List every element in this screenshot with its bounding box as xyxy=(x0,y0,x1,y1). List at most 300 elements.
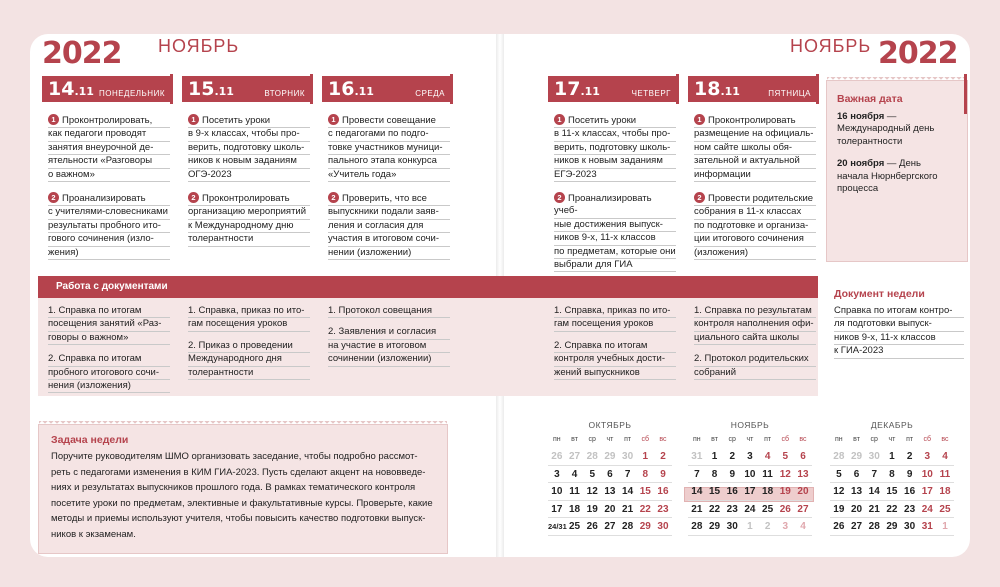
ribbon-hook xyxy=(310,74,313,104)
important-date-item xyxy=(837,111,965,148)
document-item xyxy=(48,305,170,345)
calendar-day[interactable]: 24 xyxy=(744,503,756,515)
calendar-day[interactable]: 22 xyxy=(708,503,721,515)
weekday-label: ЧЕТВЕРГ xyxy=(631,89,671,98)
task-line: верить, подготовку школь- xyxy=(554,142,676,155)
doc-week-title: Документ недели xyxy=(834,288,925,300)
task-week-line: ников к экзаменам. xyxy=(51,528,136,540)
calendar-day[interactable]: 4 xyxy=(571,468,578,480)
calendar-day[interactable]: 11 xyxy=(762,468,773,480)
calendar-day[interactable]: 3 xyxy=(554,468,560,480)
task-line: о важном» xyxy=(48,169,170,182)
calendar-day[interactable]: 20 xyxy=(797,486,809,497)
day-task xyxy=(188,114,310,182)
calendar-day[interactable]: 2 xyxy=(660,451,666,462)
document-item xyxy=(554,305,676,332)
day-header-18 xyxy=(688,76,816,102)
day-number: 18.11 xyxy=(694,78,740,100)
task-line: участия в итоговом сочи- xyxy=(328,233,450,246)
document-line: контроля учебных дости- xyxy=(554,353,676,366)
day-number: 14.11 xyxy=(48,78,94,100)
calendar-day[interactable]: 17 xyxy=(744,486,756,497)
calendar-day[interactable]: 30 xyxy=(904,521,916,532)
task-line: по подготовке и организа- xyxy=(694,220,816,233)
weekday-cell: пн xyxy=(693,436,701,443)
document-line: 1. Протокол совещания xyxy=(328,305,450,318)
calendar-day[interactable]: 24 xyxy=(921,503,933,515)
calendar-week-row xyxy=(688,483,812,501)
weekday-cell: сб xyxy=(641,436,650,443)
day-month-suffix: .11 xyxy=(354,85,374,98)
task-week-line: Поручите руководителям ШМО организовать заседание, чтобы подробно рассмот- xyxy=(51,451,418,462)
task-week-line: ниях и результатах выпускников прошлого года. В рамках тематического контроля xyxy=(51,482,416,493)
calendar-day[interactable]: 23 xyxy=(657,503,669,515)
calendar-day[interactable]: 8 xyxy=(642,468,649,480)
calendar-day[interactable]: 6 xyxy=(853,468,860,480)
document-column xyxy=(328,305,450,367)
important-date-box xyxy=(826,80,968,262)
task-line: выбрали для ГИА xyxy=(554,259,676,272)
weekday-cell: ср xyxy=(588,436,596,443)
calendar-day[interactable]: 11 xyxy=(939,468,951,480)
task-line: ные достижения выпуск- xyxy=(554,219,676,232)
task-number-badge: 1 xyxy=(554,114,565,125)
task-line: выпускники подали заяв- xyxy=(328,206,450,219)
day-month-suffix: .11 xyxy=(74,85,94,98)
important-date-line: 16 ноября — Международный день xyxy=(837,111,935,135)
task-line: 2 Проанализировать xyxy=(48,192,170,206)
task-line: как педагоги проводят xyxy=(48,128,170,141)
day-number: 16.11 xyxy=(328,78,374,100)
calendar-day[interactable]: 28 xyxy=(868,521,880,532)
calendar-day[interactable]: 4 xyxy=(764,451,771,462)
calendar-week-row xyxy=(830,501,954,519)
calendar-day[interactable]: 30 xyxy=(657,521,669,532)
important-date-line: 20 ноября — День xyxy=(837,158,921,170)
task-line: 2 Проконтролировать xyxy=(188,192,310,206)
calendar-day[interactable]: 10 xyxy=(921,468,933,480)
calendar-day[interactable]: 15 xyxy=(639,486,651,497)
calendar-day[interactable]: 27 xyxy=(797,503,809,515)
calendar-weekdays xyxy=(688,436,812,448)
calendar-weekdays xyxy=(830,436,954,448)
calendar-grid xyxy=(688,436,812,536)
weekday-cell: сб xyxy=(923,436,932,443)
doc-week-line: ников 9-х, 11-х классов xyxy=(834,332,964,345)
task-line: 1 Проконтролировать xyxy=(694,114,816,128)
calendar-day[interactable]: 4 xyxy=(942,451,948,462)
doc-week-text xyxy=(834,305,964,359)
calendar-day[interactable]: 31 xyxy=(921,521,933,532)
document-line: 2. Справка по итогам xyxy=(48,353,170,366)
calendar-day[interactable]: 1 xyxy=(889,451,895,462)
task-line: с педагогами по подго- xyxy=(328,128,450,141)
day-task xyxy=(188,192,310,247)
document-item xyxy=(188,305,310,332)
calendar-day[interactable]: 26 xyxy=(551,451,563,462)
calendar-day[interactable]: 5 xyxy=(836,468,842,480)
calendar-day[interactable]: 20 xyxy=(604,503,616,515)
task-line: 2 Провести родительские xyxy=(694,192,816,206)
day-header-14 xyxy=(42,76,170,102)
document-line: 1. Справка по результатам xyxy=(694,305,816,318)
weekday-cell: пн xyxy=(553,436,561,443)
calendar-day[interactable]: 21 xyxy=(868,503,880,515)
day-task xyxy=(48,192,170,260)
task-line: ников к новым заданиям xyxy=(554,155,676,168)
calendar-day[interactable]: 26 xyxy=(779,503,791,515)
calendar-day[interactable]: 5 xyxy=(782,451,789,462)
task-line: толерантности xyxy=(188,233,310,246)
calendar-grid xyxy=(548,436,672,536)
document-item xyxy=(694,305,816,345)
calendar-day[interactable]: 11 xyxy=(569,486,580,497)
calendar-day[interactable]: 4 xyxy=(800,521,806,532)
calendar-day[interactable]: 2 xyxy=(906,451,913,462)
calendar-day[interactable]: 14 xyxy=(691,486,703,497)
calendar-day[interactable]: 28 xyxy=(691,521,703,532)
calendar-day[interactable]: 3 xyxy=(924,451,931,462)
calendar-day[interactable]: 18 xyxy=(762,486,774,497)
important-date-line: начала Нюрнбергского xyxy=(837,170,938,182)
ribbon-marker xyxy=(964,74,967,114)
calendar-day[interactable]: 5 xyxy=(589,468,595,480)
day-number: 15.11 xyxy=(188,78,234,100)
document-item xyxy=(328,305,450,318)
calendar-day[interactable]: 15 xyxy=(708,486,721,497)
day-task xyxy=(48,114,170,182)
weekday-label: ВТОРНИК xyxy=(264,89,305,98)
weekday-cell: вс xyxy=(659,436,667,443)
calendar-month-name: НОЯБРЬ xyxy=(730,420,770,430)
weekday-label: ПОНЕДЕЛЬНИК xyxy=(98,89,165,98)
calendar-day[interactable]: 27 xyxy=(604,521,616,532)
document-line: контроля наполнения офи- xyxy=(694,318,816,331)
document-line: гам посещения уроков xyxy=(554,318,676,331)
left-month-title: НОЯБРЬ xyxy=(158,36,240,56)
weekday-cell: чт xyxy=(888,436,896,443)
task-number-badge: 2 xyxy=(554,192,565,203)
calendar-week-row xyxy=(548,501,672,519)
task-line: к Международному дню xyxy=(188,220,310,233)
weekday-cell: ср xyxy=(728,436,736,443)
task-week-title: Задача недели xyxy=(51,434,129,446)
task-line: ОГЭ-2023 xyxy=(188,169,310,182)
calendar-day[interactable]: 25 xyxy=(762,503,774,515)
document-line: толерантности xyxy=(188,367,310,380)
calendar-day[interactable]: 19 xyxy=(833,503,845,515)
calendar-day[interactable]: 29 xyxy=(604,451,616,462)
document-column xyxy=(554,305,676,380)
calendar-day[interactable]: 7 xyxy=(624,468,631,480)
important-date-line: процесса xyxy=(837,183,879,195)
calendar-day[interactable]: 17 xyxy=(921,486,933,497)
calendar-day[interactable]: 28 xyxy=(622,521,634,532)
calendar-day[interactable]: 30 xyxy=(622,451,634,462)
ribbon-hook xyxy=(816,74,819,104)
ribbon-hook xyxy=(450,74,453,104)
day-task xyxy=(554,114,676,182)
calendar-day[interactable]: 26 xyxy=(833,521,845,532)
task-line: 1 Провести совещание xyxy=(328,114,450,128)
day-task xyxy=(328,114,450,182)
calendar-day[interactable]: 7 xyxy=(694,468,700,480)
right-year: 2022 xyxy=(878,36,958,71)
task-line: гового сочинения (изло- xyxy=(48,233,170,246)
calendar-day[interactable]: 15 xyxy=(886,486,898,497)
calendar-day[interactable]: 27 xyxy=(568,451,581,462)
weekday-cell: пт xyxy=(624,436,632,443)
calendar-week-row xyxy=(688,448,812,466)
weekday-cell: пт xyxy=(764,436,772,443)
calendar-day[interactable]: 18 xyxy=(568,503,581,515)
task-line: товке участников муници- xyxy=(328,142,450,155)
day-header-15 xyxy=(182,76,310,102)
calendar-day[interactable]: 9 xyxy=(660,468,666,480)
weekday-cell: вт xyxy=(571,436,578,443)
calendar-day[interactable]: 12 xyxy=(586,486,598,497)
calendar-day[interactable]: 24/31 xyxy=(548,522,567,531)
weekday-cell: вт xyxy=(711,436,718,443)
important-date-title: Важная дата xyxy=(837,93,903,105)
document-column xyxy=(188,305,310,380)
calendar-day[interactable]: 10 xyxy=(744,468,756,480)
calendar-day[interactable]: 14 xyxy=(868,486,880,497)
task-number-badge: 1 xyxy=(328,114,339,125)
document-line: собраний xyxy=(694,367,816,380)
document-item xyxy=(554,340,676,380)
task-line: 2 Проверить, что все xyxy=(328,192,450,206)
task-number-badge: 2 xyxy=(188,192,199,203)
calendar-day[interactable]: 6 xyxy=(800,451,806,462)
task-line: ном сайте школы обя- xyxy=(694,142,816,155)
document-line: 1. Справка по итогам xyxy=(48,305,170,318)
document-line: 2. Приказ о проведении xyxy=(188,340,310,353)
document-item xyxy=(328,326,450,366)
task-line: «Учитель года» xyxy=(328,169,450,182)
calendar-day[interactable]: 16 xyxy=(904,486,916,497)
task-line: нении (изложении) xyxy=(328,247,450,260)
task-line: в 9-х классах, чтобы про- xyxy=(188,128,310,141)
calendar-day[interactable]: 8 xyxy=(889,468,895,480)
day-month-suffix: .11 xyxy=(214,85,234,98)
calendar-day[interactable]: 16 xyxy=(657,486,669,497)
task-line: 1 Посетить уроки xyxy=(188,114,310,128)
task-line: зательной и актуальной xyxy=(694,155,816,168)
calendar-day[interactable]: 3 xyxy=(782,521,789,532)
document-line: жений выпускников xyxy=(554,367,676,380)
calendar-day[interactable]: 18 xyxy=(939,486,951,497)
task-number-badge: 2 xyxy=(48,192,59,203)
task-number-badge: 2 xyxy=(694,192,705,203)
calendar-day[interactable]: 29 xyxy=(850,451,863,462)
document-column xyxy=(694,305,816,380)
ribbon-hook xyxy=(676,74,679,104)
calendar-day[interactable]: 17 xyxy=(551,503,563,515)
calendar-week-row xyxy=(548,466,672,484)
weekday-cell: ср xyxy=(870,436,878,443)
task-line: результаты пробного ито- xyxy=(48,220,170,233)
document-line: на участие в итоговом xyxy=(328,340,450,353)
important-date: 16 ноября xyxy=(837,111,885,122)
calendar-day[interactable]: 29 xyxy=(708,521,721,532)
document-line: пробного итогового сочи- xyxy=(48,367,170,380)
calendar-day[interactable]: 19 xyxy=(779,486,791,497)
task-week-line: реть с педагогами изменения в КИМ ГИА-2023. Пусть сделают акцент на нововведе- xyxy=(51,466,426,478)
day-task xyxy=(694,114,816,182)
important-date: 20 ноября xyxy=(837,158,885,170)
calendar-week-row xyxy=(830,518,954,536)
calendar-week-row xyxy=(830,448,954,466)
calendar-day[interactable]: 13 xyxy=(850,486,863,497)
calendar-day[interactable]: 30 xyxy=(726,521,738,532)
task-line: занятия внеурочной де- xyxy=(48,142,170,155)
document-line: Международного дня xyxy=(188,353,310,366)
calendar-week-row xyxy=(548,483,672,501)
doc-week-line: ля подготовки выпуск- xyxy=(834,318,964,331)
calendar-day[interactable]: 6 xyxy=(607,468,613,480)
important-date-item xyxy=(837,158,965,195)
left-year: 2022 xyxy=(42,36,122,71)
task-line: собрания в 11-х классах xyxy=(694,206,816,219)
calendar-day[interactable]: 1 xyxy=(942,521,948,532)
day-task xyxy=(328,192,450,260)
calendar-day[interactable]: 7 xyxy=(871,468,877,480)
calendar-day[interactable]: 14 xyxy=(622,486,634,497)
calendar-day[interactable]: 2 xyxy=(729,451,735,462)
calendar-weekdays xyxy=(548,436,672,448)
calendar-month-name: ДЕКАБРЬ xyxy=(870,420,914,430)
weekday-cell: сб xyxy=(781,436,790,443)
task-line: 1 Проконтролировать, xyxy=(48,114,170,128)
calendar-day[interactable]: 28 xyxy=(586,451,598,462)
calendar-day[interactable]: 1 xyxy=(747,521,753,532)
calendar-day[interactable]: 25 xyxy=(568,521,581,532)
calendar-day[interactable]: 29 xyxy=(639,521,651,532)
task-line: (изложения) xyxy=(694,247,816,260)
day-month-suffix: .11 xyxy=(580,85,600,98)
task-line: информации xyxy=(694,169,816,182)
weekday-label: СРЕДА xyxy=(415,89,445,98)
task-line: ЕГЭ-2023 xyxy=(554,169,676,182)
important-date-line: толерантности xyxy=(837,135,903,147)
calendar-day[interactable]: 27 xyxy=(850,521,863,532)
day-task xyxy=(554,192,676,272)
task-number-badge: 1 xyxy=(48,114,59,125)
day-task xyxy=(694,192,816,260)
day-number: 17.11 xyxy=(554,78,600,100)
weekday-cell: пн xyxy=(835,436,843,443)
weekday-cell: чт xyxy=(746,436,754,443)
calendar-month-name: ОКТЯБРЬ xyxy=(588,420,632,430)
calendar-day[interactable]: 30 xyxy=(868,451,880,462)
task-line: в 11-х классах, чтобы про- xyxy=(554,128,676,141)
task-line: верить, подготовку школь- xyxy=(188,142,310,155)
weekday-cell: вс xyxy=(799,436,807,443)
right-month-title: НОЯБРЬ xyxy=(790,36,872,56)
weekday-cell: пт xyxy=(906,436,914,443)
calendar-day[interactable]: 9 xyxy=(729,468,735,480)
task-line: 2 Проанализировать учеб- xyxy=(554,192,676,219)
document-line: посещения занятий «Раз- xyxy=(48,318,170,331)
calendar-day[interactable]: 1 xyxy=(642,451,649,462)
calendar-day[interactable]: 20 xyxy=(850,503,863,515)
document-item xyxy=(48,353,170,393)
calendar-day[interactable]: 22 xyxy=(639,503,651,515)
document-line: говоры о важном» xyxy=(48,332,170,345)
document-line: нения (изложения) xyxy=(48,380,170,393)
calendar-day[interactable]: 28 xyxy=(833,451,845,462)
calendar-day[interactable]: 21 xyxy=(622,503,634,515)
calendar-day[interactable]: 21 xyxy=(691,503,703,515)
doc-week-line: к ГИА-2023 xyxy=(834,345,964,358)
ribbon-hook xyxy=(170,74,173,104)
calendar-day[interactable]: 13 xyxy=(797,468,809,480)
task-week-line: посетите уроки по предметам, элективные и факультативные курсы. Проверьте, какие xyxy=(51,497,433,509)
task-week-line: методы и приемы используют учителя, чтобы повысить качество подготовки выпуск- xyxy=(51,513,426,524)
document-line: 2. Протокол родительских xyxy=(694,353,816,366)
task-line: ников 9-х, 11-х классов xyxy=(554,232,676,245)
calendar-day[interactable]: 1 xyxy=(711,451,718,462)
task-week-box xyxy=(38,424,448,554)
calendar-week-row xyxy=(688,466,812,484)
document-column xyxy=(48,305,170,393)
calendar-week-row xyxy=(688,518,812,536)
document-item xyxy=(694,353,816,380)
calendar-day[interactable]: 16 xyxy=(726,486,738,497)
calendar-day[interactable]: 12 xyxy=(833,486,845,497)
calendar-day[interactable]: 23 xyxy=(904,503,916,515)
task-line: ятельности «Разговоры xyxy=(48,155,170,168)
documents-header: Работа с документами xyxy=(38,276,818,298)
calendar-day[interactable]: 31 xyxy=(691,451,703,462)
calendar-day[interactable]: 10 xyxy=(551,486,563,497)
calendar-day[interactable]: 26 xyxy=(586,521,598,532)
task-line: ников к новым заданиям xyxy=(188,155,310,168)
task-line: размещение на официаль- xyxy=(694,128,816,141)
weekday-cell: вс xyxy=(941,436,949,443)
weekday-label: ПЯТНИЦА xyxy=(768,89,811,98)
calendar-day[interactable]: 3 xyxy=(747,451,753,462)
calendar-day[interactable]: 25 xyxy=(939,503,951,515)
calendar-day[interactable]: 8 xyxy=(711,468,718,480)
task-line: ции итогового сочинения xyxy=(694,233,816,246)
calendar-day[interactable]: 9 xyxy=(906,468,913,480)
task-line: с учителями-словесниками xyxy=(48,206,170,219)
calendar-day[interactable]: 23 xyxy=(726,503,738,515)
calendar-day[interactable]: 19 xyxy=(586,503,598,515)
day-header-17 xyxy=(548,76,676,102)
calendar-week-row xyxy=(830,483,954,501)
task-line: пального этапа конкурса xyxy=(328,155,450,168)
task-number-badge: 1 xyxy=(694,114,705,125)
task-line: по предметам, которые они xyxy=(554,246,676,259)
calendar-day[interactable]: 29 xyxy=(886,521,898,532)
calendar-day[interactable]: 2 xyxy=(764,521,771,532)
document-line: 2. Заявления и согласия xyxy=(328,326,450,339)
document-item xyxy=(188,340,310,380)
day-header-16 xyxy=(322,76,450,102)
calendar-week-row xyxy=(548,448,672,466)
calendar-day[interactable]: 13 xyxy=(604,486,616,497)
task-line: ления и согласия для xyxy=(328,220,450,233)
calendar-week-row xyxy=(548,518,672,536)
document-line: 2. Справка по итогам xyxy=(554,340,676,353)
calendar-day[interactable]: 12 xyxy=(779,468,791,480)
calendar-week-row xyxy=(830,466,954,484)
calendar-day[interactable]: 22 xyxy=(886,503,898,515)
task-number-badge: 1 xyxy=(188,114,199,125)
